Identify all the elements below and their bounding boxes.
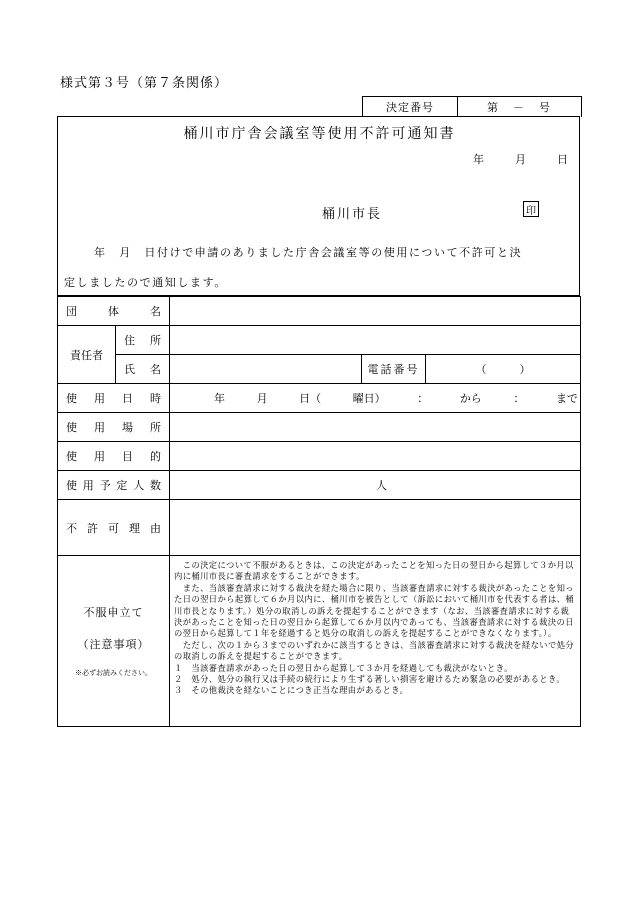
- appeal-notes: [170, 556, 581, 727]
- issue-date: 年 月 日: [473, 153, 569, 166]
- application-table: [57, 296, 581, 727]
- notice-header: [57, 116, 580, 296]
- attendees-label: 使 用 予 定 人 数: [58, 471, 170, 500]
- organization-label: 団 体 名: [58, 297, 170, 326]
- place-label: 使 用 場 所: [58, 413, 170, 442]
- reason-label: 不 許 可 理 由: [58, 500, 170, 556]
- appeal-label: [58, 556, 170, 727]
- decision-number-label: 決定番号: [363, 97, 458, 117]
- notice-text-line2: 定しましたので通知します。: [64, 276, 227, 289]
- attendees-field[interactable]: 人: [170, 471, 581, 500]
- organization-field[interactable]: [170, 297, 581, 326]
- purpose-label: 使 用 目 的: [58, 442, 170, 471]
- purpose-field[interactable]: [170, 442, 581, 471]
- form-number: 様式第３号（第７条関係）: [60, 76, 229, 91]
- appeal-subtitle: （注意事項）: [77, 638, 150, 651]
- datetime-label: 使 用 日 時: [58, 384, 170, 413]
- notice-text-line1: 年 月 日付けで申請のありました庁舎会議室等の使用について不許可と決: [94, 246, 523, 259]
- note-paragraph: また、当該審査請求に対する裁決を経た場合に限り、当該審査請求に対する裁決があったことを知った日の翌日から起算して６か月以内に、桶川市を被告として（訴訟において桶川市を代表する者は、桶川市長となります。）処分の取消しの訴えを提起することができます（なお、当該審査請求に対する裁決があったことを知った日の翌日から起算して６か月以内であっても、当該審査請求に対する裁決の日の翌日から起算して１年を経過すると処分の取消しの訴えを提起することができなくなります。）。: [174, 582, 575, 639]
- decision-number-value: 第 － 号: [487, 101, 552, 114]
- note-paragraph: ただし、次の１から３までのいずれかに該当するときは、当該審査請求に対する裁決を経ないで処分の取消しの訴えを提起することができます。: [174, 639, 575, 662]
- phone-label: 電話番号: [362, 355, 426, 384]
- phone-field[interactable]: （ ）: [426, 355, 581, 384]
- seal-mark: 印: [523, 201, 539, 217]
- note-item: ３ その他裁決を経ないことにつき正当な理由があるとき。: [174, 685, 409, 696]
- note-item: １ 当該審査請求があった日の翌日から起算して３か月を経過しても裁決がないとき。: [174, 662, 513, 673]
- note-paragraph: この決定について不服があるときは、この決定があったことを知った日の翌日から起算して３か月以内に桶川市長に審査請求をすることができます。: [174, 560, 574, 582]
- note-item: ２ 処分、処分の執行又は手続の続行により生ずる著しい損害を避けるため緊急の必要があるとき。: [174, 674, 566, 685]
- mayor-name: 桶川市長: [322, 207, 383, 222]
- address-label: 住 所: [116, 326, 170, 355]
- name-label: 氏 名: [116, 355, 170, 384]
- appeal-title: 不服申立て: [83, 606, 144, 619]
- datetime-field[interactable]: 年 月 日（ 曜日） ： から ： まで: [170, 384, 581, 413]
- name-field[interactable]: [170, 355, 362, 384]
- responsible-label: 責任者: [58, 326, 116, 384]
- address-field[interactable]: [170, 326, 581, 355]
- reason-field[interactable]: [170, 500, 581, 556]
- decision-number-box: [362, 96, 582, 117]
- document-title: 桶川市庁舎会議室等使用不許可通知書: [183, 126, 456, 142]
- place-field[interactable]: [170, 413, 581, 442]
- appeal-note: ※必ずお読みください。: [75, 669, 152, 677]
